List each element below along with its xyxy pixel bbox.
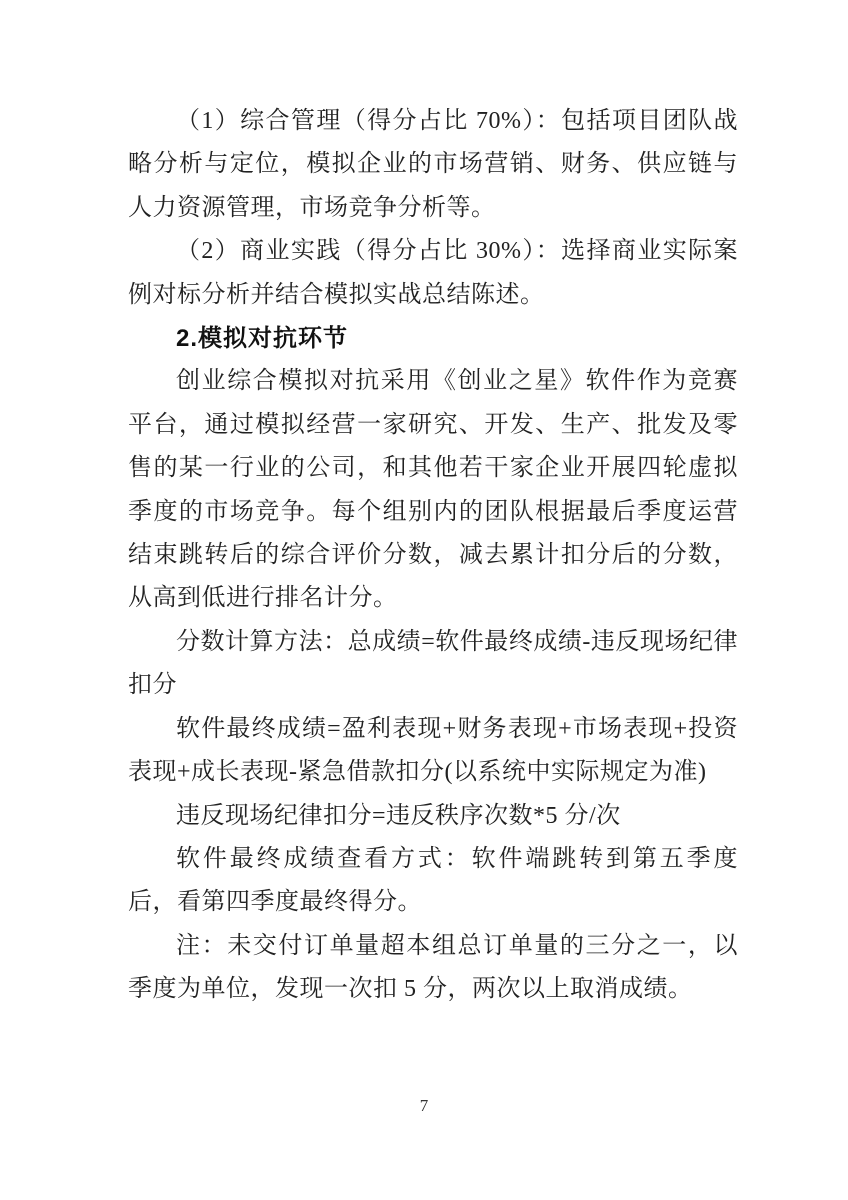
paragraph: 软件最终成绩查看方式：软件端跳转到第五季度后，看第四季度最终得分。	[128, 845, 738, 916]
paragraph: 注：未交付订单量超本组总订单量的三分之一，以季度为单位，发现一次扣 5 分，两次以上取消成绩。	[128, 932, 738, 1003]
paragraph: （1）综合管理（得分占比 70%）：包括项目团队战略分析与定位，模拟企业的市场营销、财务、供应链与人力资源管理，市场竞争分析等。	[128, 108, 738, 221]
paragraph: （2）商业实践（得分占比 30%）：选择商业实际案例对标分析并结合模拟实战总结陈述。	[128, 238, 738, 308]
paragraph: 分数计算方法：总成绩=软件最终成绩-违反现场纪律扣分	[128, 628, 738, 699]
paragraph: 创业综合模拟对抗采用《创业之星》软件作为竞赛平台，通过模拟经营一家研究、开发、生产、批发及零售的某一行业的公司，和其他若干家企业开展四轮虚拟季度的市场竞争。每个组别内的团队根据最后季度运营结束跳转后的综合评价分数，减去累计扣分后的分数，从高到低进行排名计分。	[128, 368, 738, 612]
paragraph: 软件最终成绩=盈利表现+财务表现+市场表现+投资表现+成长表现-紧急借款扣分(以系统中实际规定为准)	[128, 715, 738, 786]
paragraph: 违反现场纪律扣分=违反秩序次数*5 分/次	[176, 802, 621, 829]
page-number: 7	[419, 1096, 429, 1115]
section-heading: 2.模拟对抗环节	[176, 325, 349, 353]
document-body	[128, 100, 738, 1012]
page-footer	[0, 1096, 848, 1116]
